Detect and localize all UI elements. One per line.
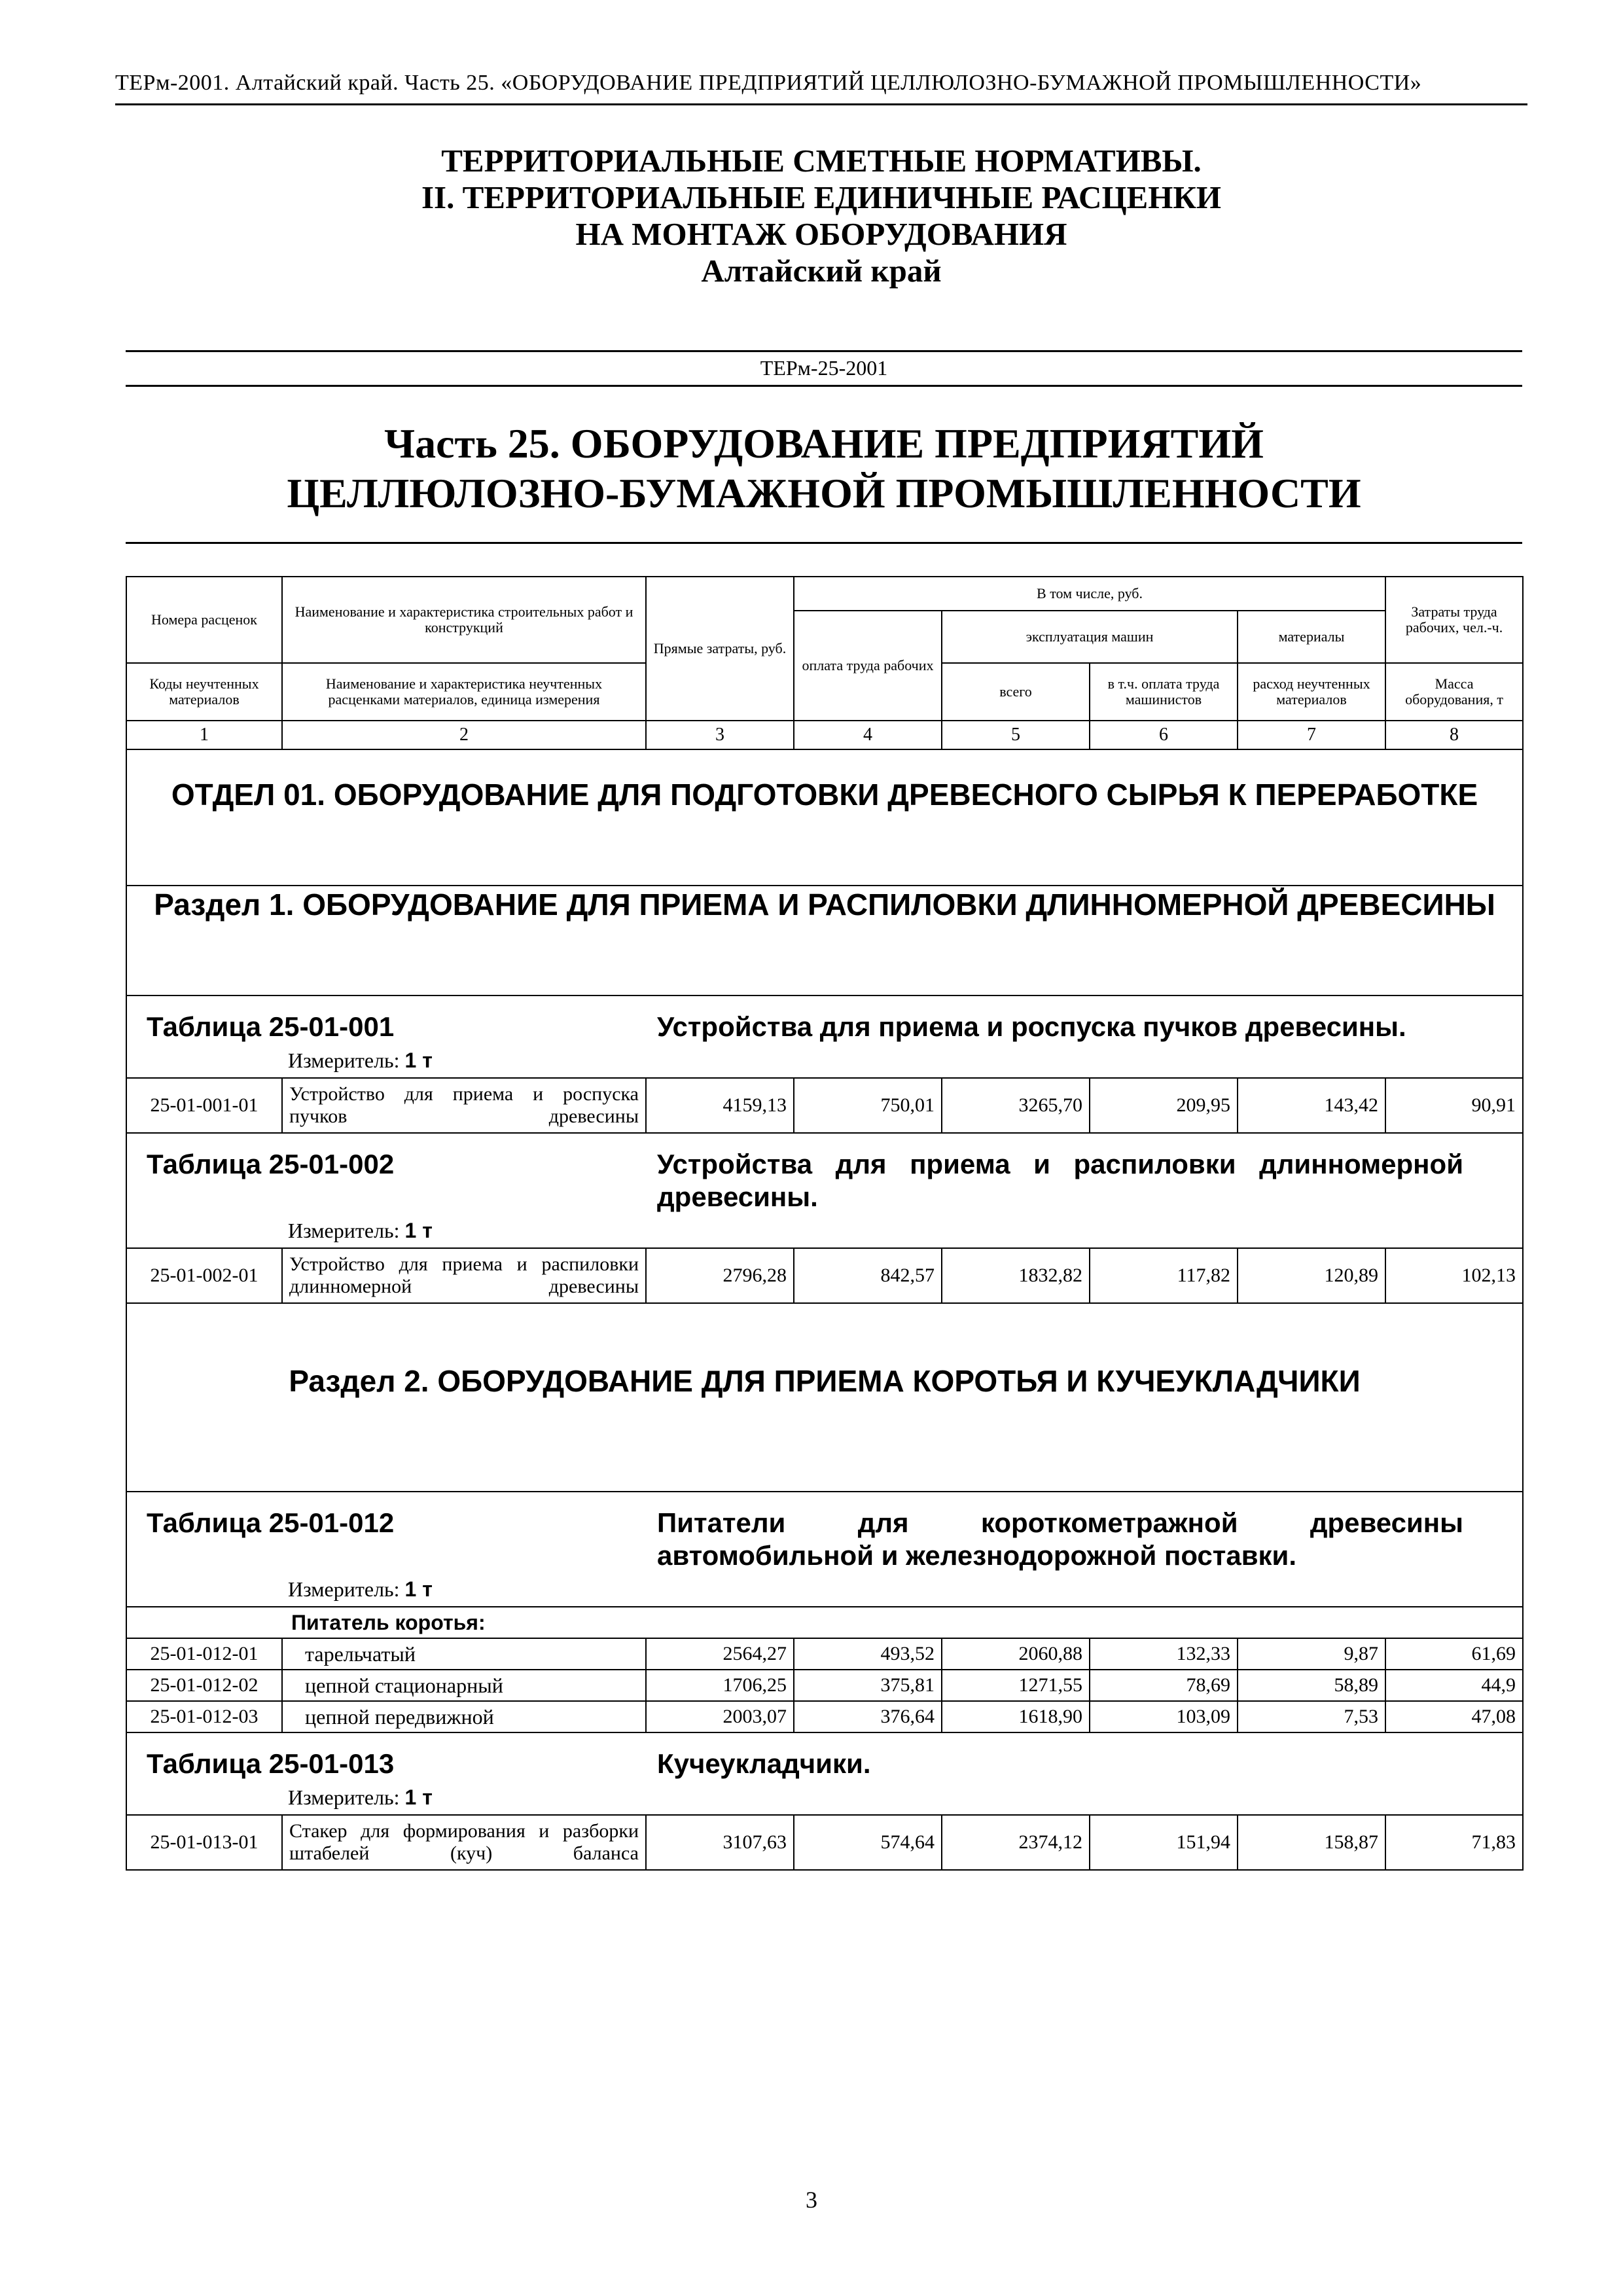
- labor-pay: 376,64: [794, 1701, 942, 1732]
- header-work-name: Наименование и характеристика строительных работ и конструкций: [282, 577, 646, 663]
- code-rule-bottom: [126, 385, 1522, 387]
- machines-total: 3265,70: [942, 1078, 1090, 1133]
- page-number: 3: [806, 2187, 817, 2213]
- table-name: Устройства для приема и распиловки длинномерной древесины.: [657, 1149, 1464, 1212]
- table-heading: [126, 1732, 1523, 1780]
- column-number: 6: [1090, 721, 1238, 749]
- table-heading: [126, 1492, 1523, 1572]
- labor-pay: 375,81: [794, 1670, 942, 1701]
- code-rule-top: [126, 350, 1522, 352]
- table-row: [126, 1670, 1523, 1701]
- direct-costs: 3107,63: [646, 1815, 794, 1870]
- machines-total: 1618,90: [942, 1701, 1090, 1732]
- rate-code: 25-01-012-03: [126, 1701, 282, 1732]
- part-title-rule: [126, 542, 1522, 544]
- table-row: [126, 1078, 1523, 1133]
- header-including: В том числе, руб.: [794, 577, 1385, 611]
- section-heading: Раздел 1. ОБОРУДОВАНИЕ ДЛЯ ПРИЕМА И РАСПИЛОВКИ ДЛИННОМЕРНОЙ ДРЕВЕСИНЫ: [126, 886, 1523, 996]
- measure-value: 1 т: [404, 1048, 433, 1072]
- measure-label: Измеритель:: [288, 1577, 400, 1601]
- header-material-name: Наименование и характеристика неучтенных расценками материалов, единица измерения: [282, 663, 646, 721]
- materials: 158,87: [1238, 1815, 1385, 1870]
- machines-total: 1271,55: [942, 1670, 1090, 1701]
- table-row: [126, 1248, 1523, 1303]
- section-heading: Раздел 2. ОБОРУДОВАНИЕ ДЛЯ ПРИЕМА КОРОТЬЯ И КУЧЕУКЛАДЧИКИ: [126, 1303, 1523, 1492]
- part-title-line-2: ЦЕЛЛЮЛОЗНО-БУМАЖНОЙ ПРОМЫШЛЕННОСТИ: [287, 470, 1361, 516]
- labor-hours: 47,08: [1385, 1701, 1523, 1732]
- rate-code: 25-01-013-01: [126, 1815, 282, 1870]
- materials: 7,53: [1238, 1701, 1385, 1732]
- direct-costs: 2796,28: [646, 1248, 794, 1303]
- header-machines: эксплуатация машин: [942, 611, 1238, 663]
- header-materials: материалы: [1238, 611, 1385, 663]
- rate-code: 25-01-001-01: [126, 1078, 282, 1133]
- measure-label: Измеритель:: [288, 1048, 400, 1072]
- part-title: [126, 419, 1522, 518]
- title-line-2: II. ТЕРРИТОРИАЛЬНЫЕ ЕДИНИЧНЫЕ РАСЦЕНКИ: [421, 179, 1222, 215]
- measure-label: Измеритель:: [288, 1218, 400, 1242]
- labor-pay: 574,64: [794, 1815, 942, 1870]
- materials: 120,89: [1238, 1248, 1385, 1303]
- machinists-pay: 151,94: [1090, 1815, 1238, 1870]
- running-head: ТЕРм-2001. Алтайский край. Часть 25. «ОБОРУДОВАНИЕ ПРЕДПРИЯТИЙ ЦЕЛЛЮЛОЗНО-БУМАЖНОЙ ПРОМЫШЛЕННОСТИ»: [115, 71, 1422, 95]
- header-materials-usage: расход неучтенных материалов: [1238, 663, 1385, 721]
- column-number: 7: [1238, 721, 1385, 749]
- measure-label: Измеритель:: [288, 1785, 400, 1809]
- machinists-pay: 209,95: [1090, 1078, 1238, 1133]
- rate-name: Устройство для приема и роспуска пучков древесины: [282, 1078, 646, 1133]
- labor-hours: 90,91: [1385, 1078, 1523, 1133]
- materials: 143,42: [1238, 1078, 1385, 1133]
- part-title-line-1: Часть 25. ОБОРУДОВАНИЕ ПРЕДПРИЯТИЙ: [384, 420, 1264, 467]
- labor-hours: 71,83: [1385, 1815, 1523, 1870]
- header-direct-costs: Прямые затраты, руб.: [646, 577, 794, 721]
- direct-costs: 2003,07: [646, 1701, 794, 1732]
- rate-name: цепной передвижной: [282, 1701, 646, 1732]
- rate-name: цепной стационарный: [282, 1670, 646, 1701]
- title-line-4: Алтайский край: [701, 253, 942, 289]
- machines-total: 2374,12: [942, 1815, 1090, 1870]
- column-number: 8: [1385, 721, 1523, 749]
- machinists-pay: 132,33: [1090, 1638, 1238, 1670]
- materials: 58,89: [1238, 1670, 1385, 1701]
- measure-unit: [126, 1043, 1523, 1078]
- table-row: [126, 1638, 1523, 1670]
- column-number: 4: [794, 721, 942, 749]
- table-name: Устройства для приема и роспуска пучков древесины.: [657, 1011, 1406, 1042]
- labor-hours: 61,69: [1385, 1638, 1523, 1670]
- measure-value: 1 т: [404, 1577, 433, 1601]
- machines-total: 1832,82: [942, 1248, 1090, 1303]
- column-number: 1: [126, 721, 282, 749]
- title-line-1: ТЕРРИТОРИАЛЬНЫЕ СМЕТНЫЕ НОРМАТИВЫ.: [441, 143, 1202, 179]
- column-number: 3: [646, 721, 794, 749]
- table-row: [126, 1701, 1523, 1732]
- rate-code: 25-01-002-01: [126, 1248, 282, 1303]
- materials: 9,87: [1238, 1638, 1385, 1670]
- labor-pay: 842,57: [794, 1248, 942, 1303]
- table-number: Таблица 25-01-002: [147, 1149, 395, 1179]
- machinists-pay: 117,82: [1090, 1248, 1238, 1303]
- header-unaccounted-codes: Коды неучтенных материалов: [126, 663, 282, 721]
- rate-code: 25-01-012-01: [126, 1638, 282, 1670]
- table-number: Таблица 25-01-012: [147, 1507, 395, 1538]
- department-heading: ОТДЕЛ 01. ОБОРУДОВАНИЕ ДЛЯ ПОДГОТОВКИ ДРЕВЕСНОГО СЫРЬЯ К ПЕРЕРАБОТКЕ: [126, 749, 1523, 886]
- header-labor-costs: Затраты труда рабочих, чел.-ч.: [1385, 577, 1523, 663]
- table-number: Таблица 25-01-013: [147, 1748, 395, 1779]
- table-heading: [126, 996, 1523, 1043]
- machinists-pay: 103,09: [1090, 1701, 1238, 1732]
- measure-value: 1 т: [404, 1785, 433, 1809]
- header-equipment-mass: Масса оборудования, т: [1385, 663, 1523, 721]
- measure-unit: [126, 1572, 1523, 1607]
- group-label: Питатель коротья:: [282, 1607, 1523, 1638]
- rate-name: Стакер для формирования и разборки штабелей (куч) баланса: [282, 1815, 646, 1870]
- labor-pay: 493,52: [794, 1638, 942, 1670]
- machinists-pay: 78,69: [1090, 1670, 1238, 1701]
- running-head-rule: [115, 103, 1527, 105]
- measure-unit: [126, 1213, 1523, 1248]
- rates-table: [126, 576, 1524, 1871]
- machines-total: 2060,88: [942, 1638, 1090, 1670]
- column-number: 5: [942, 721, 1090, 749]
- rate-code: 25-01-012-02: [126, 1670, 282, 1701]
- direct-costs: 2564,27: [646, 1638, 794, 1670]
- measure-value: 1 т: [404, 1218, 433, 1242]
- header-machines-total: всего: [942, 663, 1090, 721]
- header-rate-numbers: Номера расценок: [126, 577, 282, 663]
- labor-pay: 750,01: [794, 1078, 942, 1133]
- table-row: [126, 1815, 1523, 1870]
- rate-name: Устройство для приема и распиловки длинномерной древесины: [282, 1248, 646, 1303]
- measure-unit: [126, 1780, 1523, 1815]
- direct-costs: 4159,13: [646, 1078, 794, 1133]
- title-line-3: НА МОНТАЖ ОБОРУДОВАНИЯ: [575, 216, 1067, 252]
- document-title: [115, 143, 1527, 289]
- direct-costs: 1706,25: [646, 1670, 794, 1701]
- table-name: Питатели для короткометражной древесины автомобильной и железнодорожной поставки.: [657, 1507, 1464, 1571]
- document-code: ТЕРм-25-2001: [760, 356, 888, 380]
- labor-hours: 44,9: [1385, 1670, 1523, 1701]
- table-name: Кучеукладчики.: [657, 1748, 871, 1779]
- labor-hours: 102,13: [1385, 1248, 1523, 1303]
- header-machinists-pay: в т.ч. оплата труда машинистов: [1090, 663, 1238, 721]
- header-labor-pay: оплата труда рабочих: [794, 611, 942, 721]
- rate-name: тарельчатый: [282, 1638, 646, 1670]
- table-number: Таблица 25-01-001: [147, 1011, 395, 1042]
- group-spacer: [126, 1607, 282, 1638]
- column-number: 2: [282, 721, 646, 749]
- table-heading: [126, 1133, 1523, 1213]
